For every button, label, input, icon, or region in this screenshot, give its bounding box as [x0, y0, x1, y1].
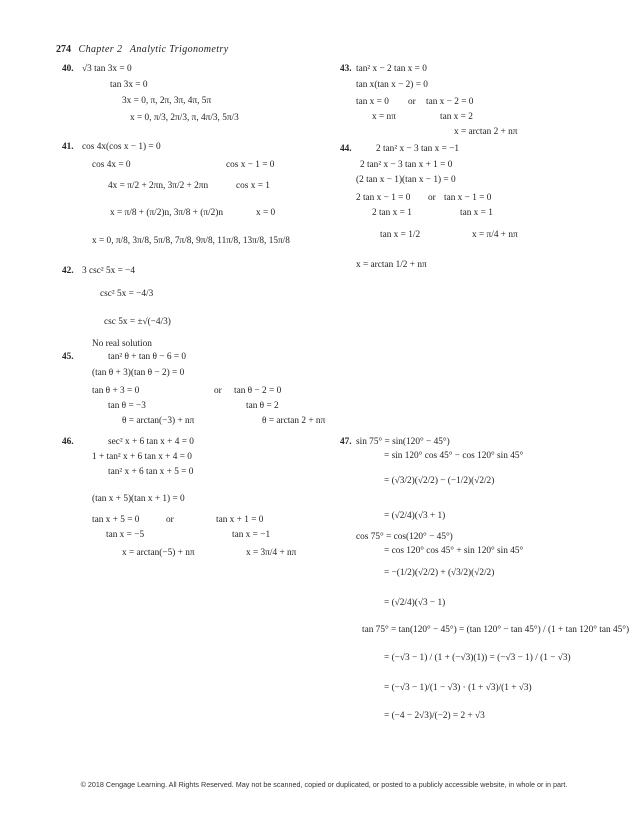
problem-46-number: 46.	[62, 437, 74, 447]
p40-line-4: x = 0, π/3, 2π/3, π, 4π/3, 5π/3	[130, 113, 239, 123]
problem-41-number: 41.	[62, 142, 74, 152]
p41-line-6: x = π/8 + (π/2)n, 3π/8 + (π/2)n	[110, 208, 224, 218]
p41-line-5: cos x = 1	[236, 181, 270, 191]
p46-line-6: or	[166, 515, 174, 525]
p46-line-11: x = 3π/4 + nπ	[246, 548, 297, 558]
copyright-footer: © 2018 Cengage Learning. All Rights Reserved. May not be scanned, copied or duplicated, or posted to a publicly accessible website, in whole or in part.	[80, 780, 568, 789]
p43-line-1: tan² x − 2 tan x = 0	[356, 64, 427, 74]
p44-line-1: 2 tan² x − 3 tan x = −1	[376, 144, 460, 154]
p47-line-5: cos 75° = cos(120° − 45°)	[356, 532, 453, 542]
p46-line-9: tan x = −1	[232, 530, 271, 540]
p40-line-2: tan 3x = 0	[110, 80, 148, 90]
p47-line-10: = (−√3 − 1) / (1 + (−√3)(1)) = (−√3 − 1) / (1 − √3)	[384, 653, 571, 663]
p44-line-6: tan x − 1 = 0	[444, 193, 492, 203]
p44-line-3: (2 tan x − 1)(tan x − 1) = 0	[356, 175, 456, 185]
p44-line-9: tan x = 1/2	[380, 230, 421, 240]
p47-line-12: = (−4 − 2√3)/(−2) = 2 + √3	[384, 711, 485, 721]
problem-40-number: 40.	[62, 64, 74, 74]
page-number: 274	[56, 44, 71, 55]
p47-line-6: = cos 120° cos 45° + sin 120° sin 45°	[384, 546, 524, 556]
problem-43-number: 43.	[340, 64, 352, 74]
p41-line-2: cos 4x = 0	[92, 160, 131, 170]
chapter-label: Chapter 2	[78, 44, 123, 55]
p45-line-7: tan θ = 2	[246, 401, 279, 411]
p42-line-4: No real solution	[92, 339, 152, 349]
p40-line-1: √3 tan 3x = 0	[82, 64, 132, 74]
p43-line-5: tan x − 2 = 0	[426, 97, 474, 107]
p41-line-1: cos 4x(cos x − 1) = 0	[82, 142, 161, 152]
p45-line-5: tan θ − 2 = 0	[234, 386, 282, 396]
problem-44-number: 44.	[340, 144, 352, 154]
p44-line-7: 2 tan x = 1	[372, 208, 412, 218]
p44-line-11: x = arctan 1/2 + nπ	[356, 260, 427, 270]
p43-line-2: tan x(tan x − 2) = 0	[356, 80, 428, 90]
p43-line-6: x = nπ	[372, 112, 396, 122]
p44-line-8: tan x = 1	[460, 208, 493, 218]
p46-line-10: x = arctan(−5) + nπ	[122, 548, 195, 558]
p42-line-1: 3 csc² 5x = −4	[82, 266, 136, 276]
p44-line-5: or	[428, 193, 436, 203]
p41-line-3: cos x − 1 = 0	[226, 160, 275, 170]
p40-line-3: 3x = 0, π, 2π, 3π, 4π, 5π	[122, 96, 212, 106]
p44-line-10: x = π/4 + nπ	[472, 230, 518, 240]
problem-47-number: 47.	[340, 437, 352, 447]
p47-line-1: sin 75° = sin(120° − 45°)	[356, 437, 450, 447]
p41-line-4: 4x = π/2 + 2πn, 3π/2 + 2πn	[108, 181, 209, 191]
chapter-title: Analytic Trigonometry	[129, 44, 229, 55]
p46-line-5: tan x + 5 = 0	[92, 515, 140, 525]
p45-line-3: tan θ + 3 = 0	[92, 386, 140, 396]
p46-line-4: (tan x + 5)(tan x + 1) = 0	[92, 494, 185, 504]
p43-line-4: or	[408, 97, 416, 107]
p45-line-1: tan² θ + tan θ − 6 = 0	[108, 352, 187, 362]
p42-line-3: csc 5x = ±√(−4/3)	[104, 317, 171, 327]
p45-line-9: θ = arctan 2 + nπ	[262, 416, 326, 426]
p47-line-7: = −(1/2)(√2/2) + (√3/2)(√2/2)	[384, 568, 495, 578]
p42-line-2: csc² 5x = −4/3	[100, 289, 154, 299]
p46-line-8: tan x = −5	[106, 530, 145, 540]
p43-line-7: tan x = 2	[440, 112, 473, 122]
p43-line-8: x = arctan 2 + nπ	[454, 127, 518, 137]
p45-line-4: or	[214, 386, 222, 396]
p44-line-2: 2 tan² x − 3 tan x + 1 = 0	[360, 160, 453, 170]
p47-line-9: tan 75° = tan(120° − 45°) = (tan 120° − tan 45°) / (1 + tan 120° tan 45°)	[362, 625, 630, 635]
p47-line-2: = sin 120° cos 45° − cos 120° sin 45°	[384, 451, 524, 461]
p41-line-8: x = 0, π/8, 3π/8, 5π/8, 7π/8, 9π/8, 11π/8, 13π/8, 15π/8	[92, 236, 290, 246]
p46-line-2: 1 + tan² x + 6 tan x + 4 = 0	[92, 452, 192, 462]
p44-line-4: 2 tan x − 1 = 0	[356, 193, 411, 203]
p46-line-1: sec² x + 6 tan x + 4 = 0	[108, 437, 194, 447]
running-header	[56, 44, 229, 55]
p47-line-3: = (√3/2)(√2/2) − (−1/2)(√2/2)	[384, 476, 495, 486]
p41-line-7: x = 0	[256, 208, 276, 218]
p45-line-2: (tan θ + 3)(tan θ − 2) = 0	[92, 368, 185, 378]
p47-line-11: = (−√3 − 1)/(1 − √3) · (1 + √3)/(1 + √3)	[384, 683, 532, 693]
p47-line-4: = (√2/4)(√3 + 1)	[384, 511, 446, 521]
p47-line-8: = (√2/4)(√3 − 1)	[384, 598, 446, 608]
p46-line-7: tan x + 1 = 0	[216, 515, 264, 525]
p45-line-6: tan θ = −3	[108, 401, 146, 411]
p45-line-8: θ = arctan(−3) + nπ	[122, 416, 195, 426]
problem-42-number: 42.	[62, 266, 74, 276]
p43-line-3: tan x = 0	[356, 97, 389, 107]
p46-line-3: tan² x + 6 tan x + 5 = 0	[108, 467, 194, 477]
problem-45-number: 45.	[62, 352, 74, 362]
